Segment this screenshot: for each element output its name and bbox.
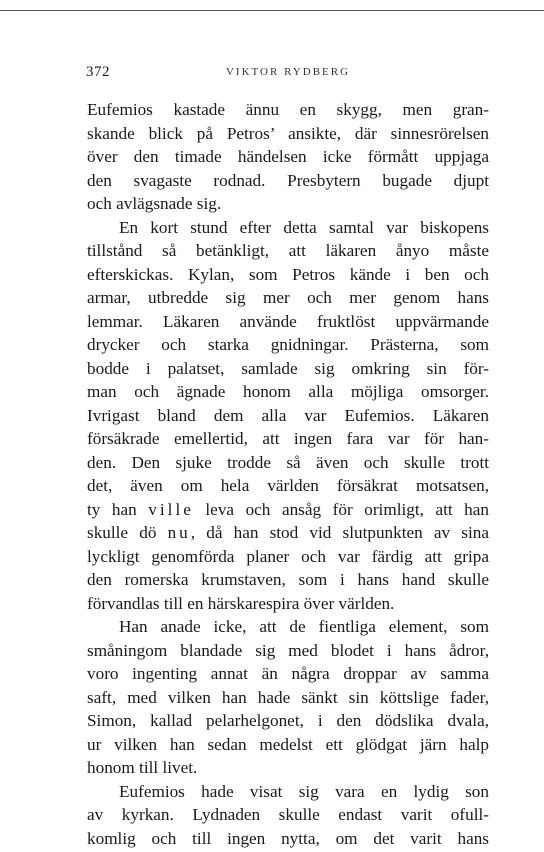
text-line: av kyrkan. Lydnaden skulle endast varit ofull- — [87, 805, 489, 824]
text-line: man och ägnade honom alla möjliga omsorger. — [87, 382, 489, 401]
emphasized-word: ville — [148, 499, 194, 519]
text-segment: leva och ansåg för orimligt, att han — [193, 499, 490, 519]
text-line: efterskickas. Kylan, som Petros kände i ben och — [87, 264, 489, 284]
text-line — [87, 498, 489, 522]
text-line: den. Den sjuke trodde så även och skulle trott — [87, 452, 489, 472]
text-line: den svagaste rodnad. Presbytern bugade djupt — [87, 170, 489, 190]
text-line: tillstånd så betänkligt, att läkaren ånyo måste — [87, 241, 489, 260]
text-line: försäkrade emellertid, att ingen fara var för han- — [87, 429, 489, 448]
emphasized-word: nu — [167, 523, 191, 542]
text-line: Han anade icke, att de fientliga element, som — [119, 617, 489, 636]
text-line: den romerska krumstaven, som i hans hand skulle — [87, 570, 489, 589]
page-number: 372 — [86, 64, 110, 80]
text-line: honom till livet. — [87, 758, 198, 777]
text-line: bodde i palatset, samlade sig omkring sin för- — [87, 358, 489, 378]
text-line: armar, utbredde sig mer och mer genom hans — [87, 288, 489, 307]
text-line: saft, med vilken han hade sänkt sin köttslige fader, — [87, 687, 489, 707]
text-line: och avlägsnade sig. — [87, 194, 222, 213]
text-line: En kort stund efter detta samtal var biskopens — [119, 217, 489, 237]
text-line: småningom blandade sig med blodet i hans ådror, — [87, 640, 489, 660]
text-line: Simon, kallad pelarhelgonet, i den dödslika dvala, — [87, 711, 489, 730]
text-line: komlig och till ingen nytta, om det varit hans — [87, 828, 489, 848]
text-line — [87, 521, 489, 545]
text-line: Eufemios kastade ännu en skygg, men gran- — [87, 100, 489, 119]
text-line: skande blick på Petros’ ansikte, där sinnesrörelsen — [87, 123, 489, 143]
top-rule — [0, 10, 544, 11]
text-segment: , då han stod vid slutpunkten av sina — [190, 523, 489, 542]
text-line: det, även om hela världen försäkrat motsatsen, — [87, 476, 489, 495]
page-header — [86, 64, 490, 84]
text-line: lemmar. Läkaren använde fruktlöst uppvärmande — [87, 311, 489, 331]
running-head: VIKTOR RYDBERG — [225, 66, 351, 78]
text-line: över den timade händelsen icke förmått uppjaga — [87, 147, 489, 166]
text-line: ur vilken han sedan medelst ett glödgat järn halp — [87, 734, 489, 754]
text-segment: skulle dö — [87, 523, 168, 542]
text-line: lyckligt genomförda planer och var färdig att gripa — [87, 546, 489, 566]
text-line: drycker och starka gnidningar. Prästerna, som — [87, 335, 489, 354]
text-line: Ivrigast bland dem alla var Eufemios. Läkaren — [87, 405, 489, 425]
body-text — [87, 98, 489, 850]
text-segment: ty han — [87, 499, 149, 519]
text-line: Eufemios hade visat sig vara en lydig son — [119, 781, 489, 801]
text-line: förvandlas till en härskarespira över världen. — [87, 593, 395, 613]
text-line: voro ingenting annat än några droppar av samma — [87, 664, 489, 683]
